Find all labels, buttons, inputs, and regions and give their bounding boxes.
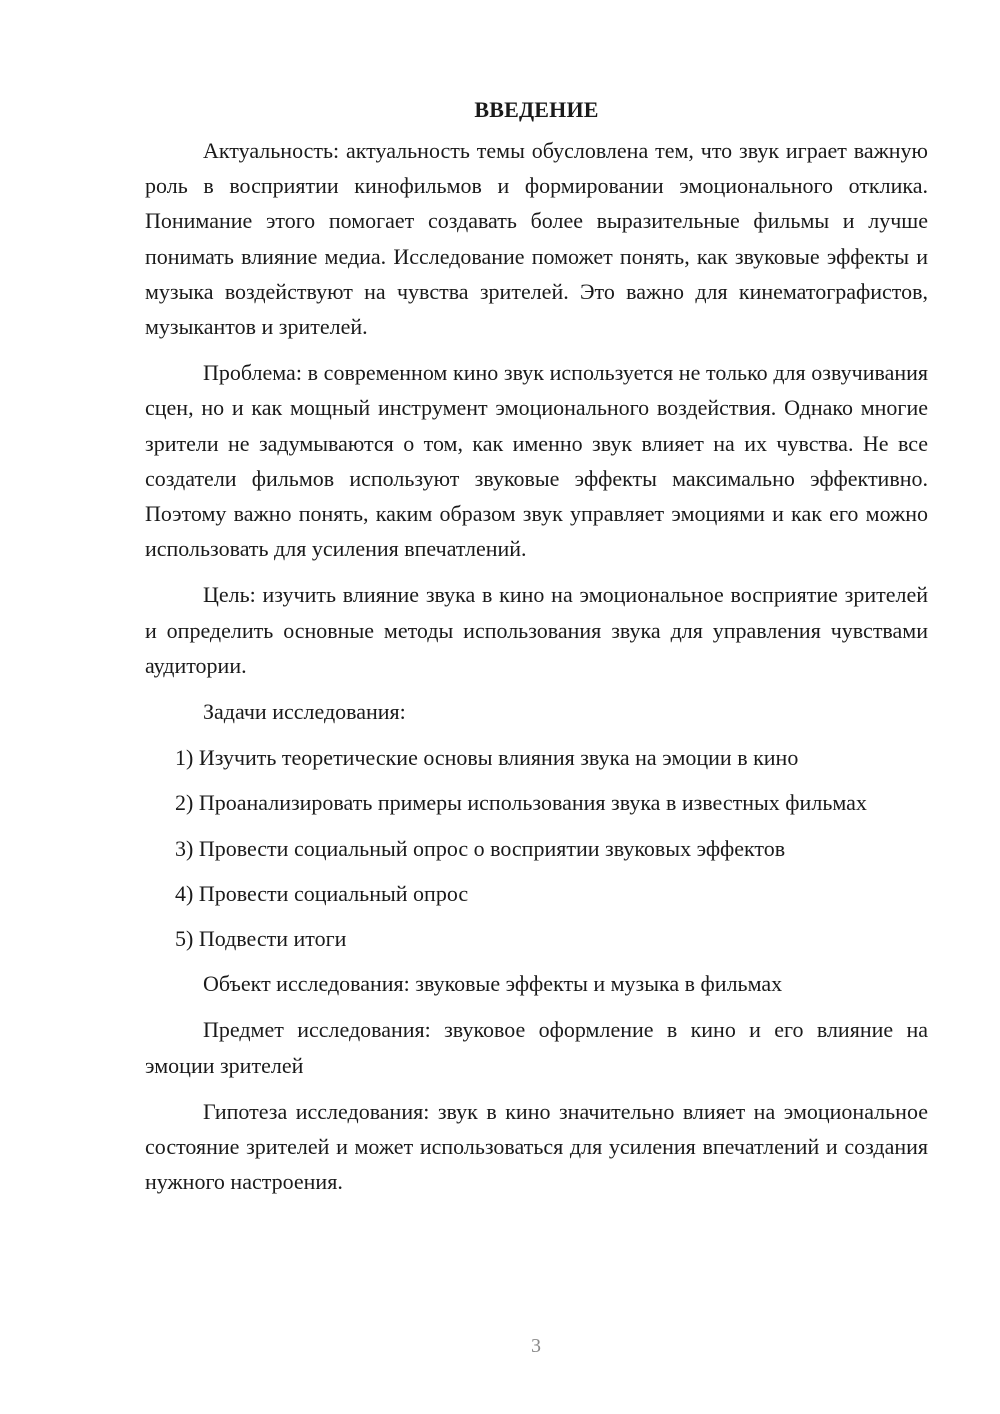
- task-item: 5) Подвести итоги: [175, 926, 347, 952]
- task-item: 3) Провести социальный опрос о восприятии звуковых эффектов: [175, 835, 786, 861]
- section-title: ВВЕДЕНИЕ: [474, 97, 599, 122]
- task-item: 2) Проанализировать примеры использования звука в известных фильмах: [175, 790, 867, 816]
- document-page: [145, 92, 928, 1210]
- hypothesis-paragraph: Гипотеза исследования: звук в кино значительно влияет на эмоциональное состояние зрителей и может использоваться для усиления впечатлений и создания нужного настроения.: [145, 1098, 928, 1195]
- object-paragraph: Объект исследования: звуковые эффекты и музыка в фильмах: [203, 971, 783, 997]
- task-item: 4) Провести социальный опрос: [175, 880, 469, 906]
- problem-paragraph: Проблема: в современном кино звук используется не только для озвучивания сцен, но и как мощный инструмент эмоционального воздействия. Однако многие зрители не задумываются о том, как именно звук влияет на их чувства. Не все создатели фильмов используют звуковые эффекты максимально эффективно. Поэтому важно понять, каким образом звук управляет эмоциями и как его можно использовать для усиления впечатлений.: [145, 360, 928, 562]
- relevance-paragraph: Актуальность: актуальность темы обусловлена тем, что звук играет важную роль в восприятии кинофильмов и формировании эмоционального отклика. Понимание этого помогает создавать более выразительные фильмы и лучше понимать влияние медиа. Исследование поможет понять, как звуковые эффекты и музыка воздействуют на чувства зрителей. Это важно для кинематографистов, музыкантов и зрителей.: [145, 138, 928, 340]
- subject-paragraph: Предмет исследования: звуковое оформление в кино и его влияние на эмоции зрителей: [145, 1017, 928, 1078]
- goal-paragraph: Цель: изучить влияние звука в кино на эмоциональное восприятие зрителей и определить основные методы использования звука для управления чувствами аудитории.: [145, 582, 928, 678]
- page-number: 3: [531, 1335, 541, 1357]
- tasks-heading: Задачи исследования:: [203, 699, 406, 725]
- task-item: 1) Изучить теоретические основы влияния звука на эмоции в кино: [175, 745, 799, 771]
